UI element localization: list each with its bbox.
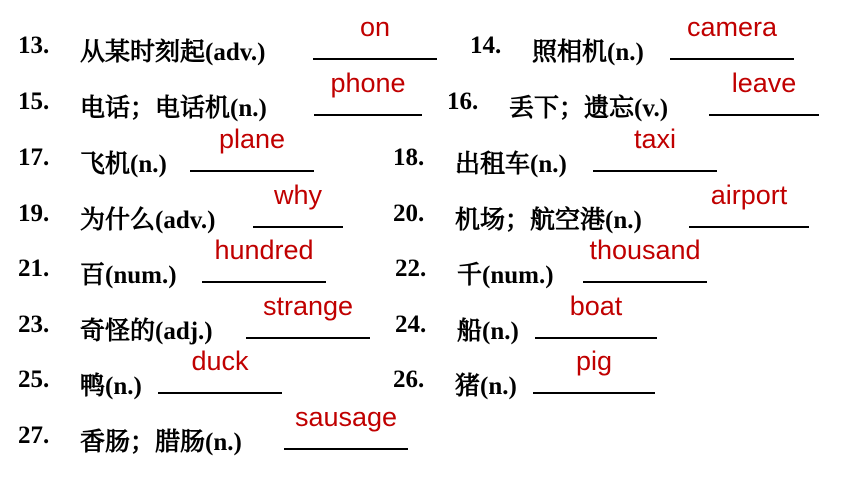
vocab-item-27 [18, 402, 428, 458]
vocab-item-16 [447, 68, 827, 124]
vocab-item-23 [18, 291, 388, 347]
item-term: 电话；电话机(n.) [80, 95, 267, 122]
answer-blank [583, 235, 707, 283]
answer-blank [670, 12, 794, 60]
item-number: 19. [18, 200, 50, 227]
item-number: 18. [393, 144, 425, 171]
answer-text: plane [218, 124, 286, 154]
answer-blank [246, 291, 370, 339]
answer-text: thousand [589, 235, 701, 265]
answer-text: duck [191, 346, 249, 376]
answer-blank [709, 68, 819, 116]
answer-blank [689, 180, 809, 228]
item-number: 21. [18, 255, 50, 282]
answer-text: why [273, 180, 322, 210]
vocab-item-22 [395, 235, 725, 291]
vocab-item-14 [470, 12, 810, 68]
answer-text: pig [575, 346, 613, 376]
item-number: 26. [393, 366, 425, 393]
item-term: 丢下；遗忘(v.) [509, 95, 669, 122]
item-term: 飞机(n.) [80, 151, 167, 178]
answer-blank [535, 291, 657, 339]
answer-text: airport [710, 180, 788, 210]
item-term: 为什么(adv.) [80, 207, 216, 234]
item-number: 22. [395, 255, 427, 282]
item-number: 25. [18, 366, 50, 393]
item-number: 16. [447, 88, 479, 115]
item-term: 机场；航空港(n.) [455, 207, 642, 234]
item-term: 船(n.) [457, 318, 519, 345]
item-number: 20. [393, 200, 425, 227]
answer-blank [202, 235, 326, 283]
answer-text: taxi [633, 124, 677, 154]
item-number: 24. [395, 311, 427, 338]
answer-blank [158, 346, 282, 394]
answer-text: boat [569, 291, 623, 321]
answer-blank [313, 12, 437, 60]
vocab-item-26 [393, 346, 673, 402]
item-term: 香肠；腊肠(n.) [80, 429, 242, 456]
answer-text: phone [330, 68, 406, 98]
vocab-item-19 [18, 180, 358, 236]
item-term: 猪(n.) [455, 373, 517, 400]
answer-blank [314, 68, 422, 116]
item-number: 15. [18, 88, 50, 115]
item-number: 23. [18, 311, 50, 338]
item-number: 13. [18, 32, 50, 59]
item-term: 照相机(n.) [532, 39, 644, 66]
item-term: 从某时刻起(adv.) [80, 39, 266, 66]
item-number: 14. [470, 32, 502, 59]
vocab-item-18 [393, 124, 733, 180]
item-term: 千(num.) [457, 262, 554, 289]
item-term: 鸭(n.) [80, 373, 142, 400]
answer-blank [533, 346, 655, 394]
item-term: 百(num.) [80, 262, 177, 289]
answer-text: strange [262, 291, 354, 321]
vocab-item-20 [393, 180, 823, 236]
answer-text: sausage [294, 402, 398, 432]
vocab-item-17 [18, 124, 338, 180]
answer-blank [284, 402, 408, 450]
answer-text: leave [731, 68, 797, 98]
vocab-item-21 [18, 235, 348, 291]
answer-text: on [359, 12, 391, 42]
item-term: 奇怪的(adj.) [80, 318, 213, 345]
answer-blank [253, 180, 343, 228]
answer-blank [190, 124, 314, 172]
vocab-item-15 [18, 68, 438, 124]
vocab-item-25 [18, 346, 298, 402]
vocab-item-13 [18, 12, 438, 68]
item-number: 17. [18, 144, 50, 171]
item-term: 出租车(n.) [455, 151, 567, 178]
item-number: 27. [18, 422, 50, 449]
answer-blank [593, 124, 717, 172]
answer-text: camera [686, 12, 778, 42]
vocab-item-24 [395, 291, 675, 347]
answer-text: hundred [214, 235, 314, 265]
